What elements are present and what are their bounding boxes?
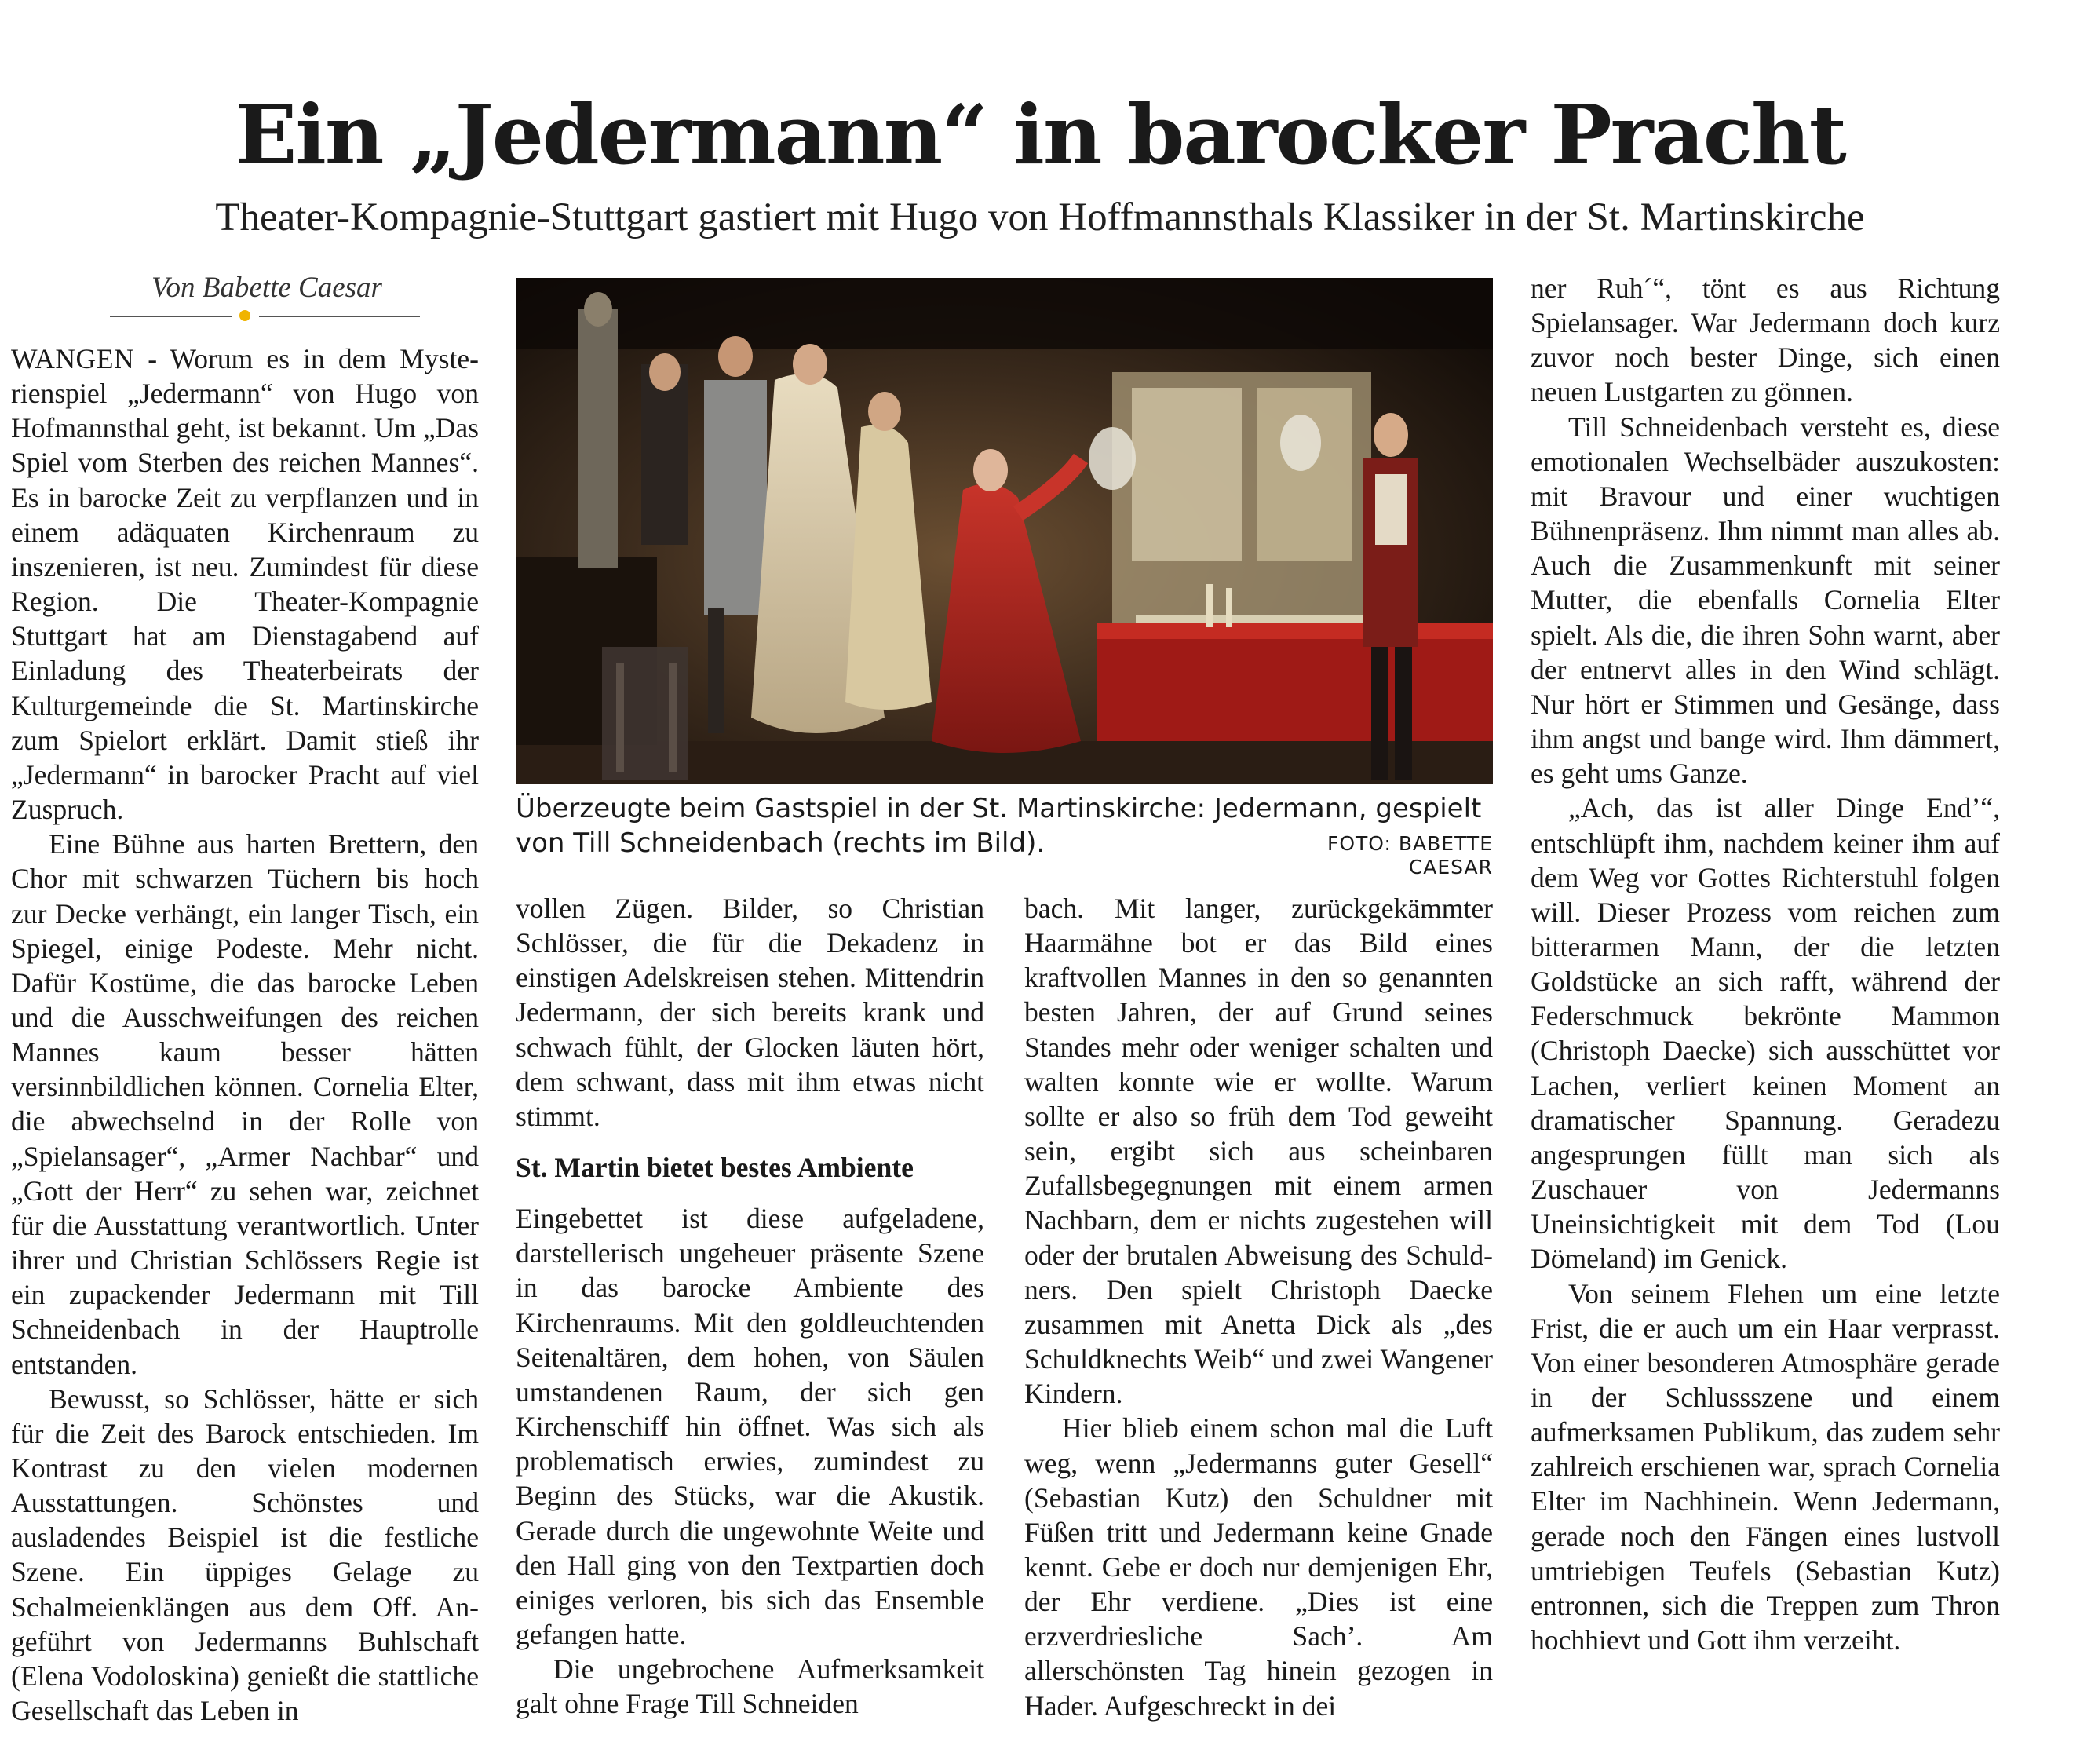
photo-credit: FOTO: BABETTE CAESAR [1326,832,1493,878]
article-photo [516,278,1493,784]
article-column-2 [516,891,984,1721]
byline: Von Babette Caesar [151,272,382,304]
paragraph: ner Ruh´“, tönt es aus Richtung Spielansager. War Jedermann doch kurz zuvor noch bester Dinge, sich einen neuen Lustgarten zu gönnen. [1531,272,2000,408]
byline-dot-icon [239,310,250,321]
paragraph: bach. Mit langer, zurückgekämmter Haarmähne bot er das Bild eines kraftvollen Mannes in den so genannten besten Jahren, der auf Grund seines Standes mehr oder weniger schalten und walten konnte wie er wollte. Warum sollte er also so früh dem Tod geweiht sein, ergibt sich aus scheinbaren Zufallsbegegnungen mit einem armen Nachbarn, dem er nichts zugestehen will oder der brutalen Abweisung des Schuldners. Den spielt Christoph Daecke zusammen mit Anetta Dick als „des Schuldknechts Weib“ und zwei Wangener Kindern. [1024,893,1493,1410]
article-column-1 [11,341,479,1728]
paragraph: Eingebettet ist diese aufgeladene, darstellerisch ungeheuer präsente Szene in das barocke Ambiente des Kirchenraums. Mit den goldleuchtenden Seitenaltären, dem hohen, von Säulen umstandenen Raum, der sich gen Kirchenschiff hin öffnet. Was sich als problematisch erwies, zumindest zu Beginn des Stücks, war die Akustik. Gerade durch die ungewohnte Weite und den Hall ging von den Textpartien doch einiges verloren, bis sich das Ensemble gefangen hatte. [516,1203,984,1650]
byline-rule-right [259,316,420,317]
article-column-3 [1024,891,1493,1723]
paragraph: „Ach, das ist aller Dinge End’“, entschlüpft ihm, nachdem keiner ihm auf dem Weg vor Gottes Richterstuhl folgen will. Dieser Prozess vom reichen zum bitterarmen Mann, der die letzten Goldstücke an sich rafft, während der Federschmuck bekrönte Mammon (Christoph Daecke) sich ausschüttet vor Lachen, verliert keinen Moment an dramatischer Spannung. Geradezu angesprungen füllt man sich als Zuschauer von Jedermanns Uneinsichtigkeit mit dem Tod (Lou Dömeland) im Genick. [1531,792,2000,1275]
theater-scene-image [516,278,1493,784]
paragraph: Eine Bühne aus harten Brettern, den Chor mit schwarzen Tüchern bis hoch zur Decke verhängt, ein langer Tisch, ein Spiegel, einige Podeste. Mehr nicht. Dafür Kostüme, die das barocke Leben und die Ausschweifungen des reichen Mannes kaum besser hätten versinnbildlichen können. Cornelia Elter, die abwechselnd in der Rolle von „Spielansager“, „Armer Nachbar“ und „Gott der Herr“ zu sehen war, zeichnet für die Ausstattung verantwortlich. Unter ihrer und Christian Schlössers Regie ist ein zupackender Jedermann mit Till Schneidenbach in der Hauptrolle entstanden. [11,828,479,1380]
section-subheading: St. Martin bietet bestes Ambiente [516,1152,914,1184]
paragraph: Hier blieb einem schon mal die Luft weg, wenn „Jedermanns guter Gesell“ (Sebastian Kutz) den Schuldner mit Füßen tritt und Jedermann keine Gnade kennt. Gebe er doch nur demjenigen Ehr, der Ehr verdiene. „Dies ist eine erzverdriesliche Sach’. Am allerschönsten Tag hinein gezogen in Hader. Aufgeschreckt in dei [1024,1412,1493,1722]
dateline: WANGEN [11,343,135,374]
paragraph-text: - Worum es in dem Mysterienspiel „Jedermann“ von Hugo von Hofmannsthal geht, ist bekannt. Um „Das Spiel vom Sterben des reichen Mannes“. Es in barocke Zeit zu verpflanzen und in einem adäquaten Kirchenraum zu inszenieren, ist neu. Zumindest für diese Region. Die Theater-Kompagnie Stuttgart hat am Dienstagabend auf Einladung des Theaterbeirats der Kulturgemeinde die St. Martinskirche zum Spielort erklärt. Damit stieß ihr „Jedermann“ in barocker Pracht auf viel Zuspruch. [11,343,479,826]
paragraph: Bewusst, so Schlösser, hätte er sich für die Zeit des Barock entschieden. Im Kontrast zu den vielen modernen Ausstattungen. Schönstes und ausladendes Beispiel ist die festliche Szene. Ein üppiges Gelage zu Schalmeienklängen aus dem Off. Angeführt von Jedermanns Buhlschaft (Elena Vodoloskina) genießt die stattliche Gesellschaft das Leben in [11,1382,479,1727]
photo-caption: Überzeugte beim Gastspiel in der St. Martinskirche: Jedermann, gespielt von Till Schneidenbach (rechts im Bild). [516,793,1482,859]
paragraph: Till Schneidenbach versteht es, diese emotionalen Wechselbäder auszukosten: mit Bravour und einer wuchtigen Bühnenpräsenz. Ihm nimmt man alles ab. Auch die Zusammenkunft mit seiner Mutter, die ebenfalls Cornelia Elter spielt. Als die, die ihren Sohn warnt, aber der entnervt alles in den Wind schlägt. Nur hört er Stimmen und Gesänge, dass ihm angst und bange wird. Ihm dämmert, es geht ums Ganze. [1531,411,2000,790]
article-subheadline: Theater-Kompagnie-Stuttgart gastiert mit Hugo von Hoffmannsthals Klassiker in der St. Martinskirche [215,195,1865,239]
article-headline: Ein „Jedermann“ in barocker Pracht [235,86,1845,183]
byline-rule-left [110,316,232,317]
paragraph: Die ungebrochene Aufmerksamkeit galt ohne Frage Till Schneiden [516,1653,984,1720]
article-column-4 [1531,271,2000,1657]
paragraph: Von seinem Flehen um eine letzte Frist, die er auch um ein Haar verprasst. Von einer besonderen Atmosphäre gerade in der Schlussszene und einem aufmerksamen Publikum, das zudem sehr zahlreich erschienen war, sprach Cornelia Elter im Nachhinein. Wenn Jedermann, gerade noch den Fängen eines lustvoll umtriebigen Teufels (Sebastian Kutz) entronnen, sich die Treppen zum Thron hochhievt und Gott ihm verzeiht. [1531,1277,2000,1656]
paragraph [11,341,479,827]
paragraph: vollen Zügen. Bilder, so Christian Schlösser, die für die Dekadenz in einstigen Adelskreisen stehen. Mittendrin Jedermann, der sich bereits krank und schwach fühlt, der Glocken läuten hört, dem schwant, dass mit ihm etwas nicht stimmt. [516,893,984,1132]
